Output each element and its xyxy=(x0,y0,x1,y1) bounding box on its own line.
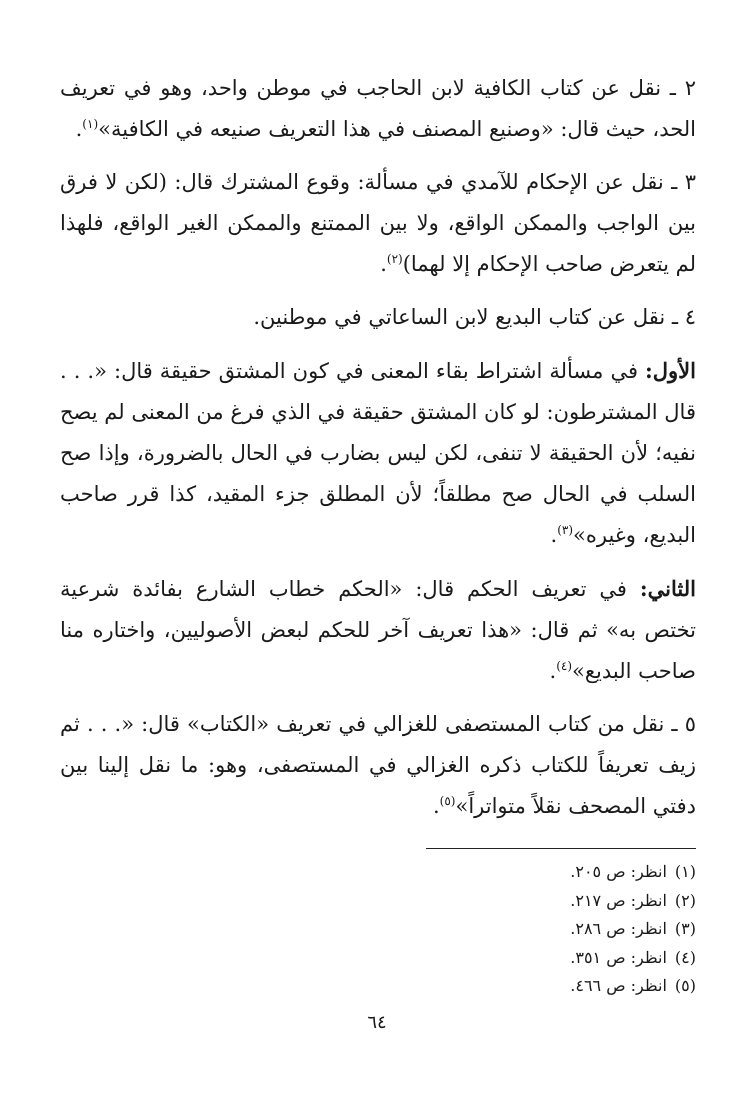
main-text xyxy=(60,68,696,839)
paragraph-text: ٤ ـ نقل عن كتاب البديع لابن الساعاتي في موطنين. xyxy=(253,305,696,329)
paragraph-text: ٢ ـ نقل عن كتاب الكافية لابن الحاجب في موطن واحد، وهو في تعريف الحد، حيث قال: «وصنيع المصنف في هذا التعريف صنيعه في الكافية» xyxy=(60,76,696,141)
footnote-text: انظر: ص ٢٠٥. xyxy=(570,862,667,881)
paragraph-item-4 xyxy=(60,297,696,338)
footnote-number: (٣) xyxy=(674,919,696,938)
paragraph-tail: . xyxy=(549,659,557,683)
footnote-item xyxy=(396,972,696,1001)
paragraph-tail: . xyxy=(550,523,558,547)
footnote-text: انظر: ص ٢٨٦. xyxy=(570,919,667,938)
footnote-ref[interactable]: (٥) xyxy=(439,794,456,808)
footnote-item xyxy=(396,944,696,973)
footnote-number: (٤) xyxy=(674,947,696,967)
paragraph-text: ٣ ـ نقل عن الإحكام للآمدي في مسألة: وقوع المشترك قال: (لكن لا فرق بين الواجب والممكن الواقع، ولا بين الممتنع والممكن الغير الواقع، فلهذا لم يتعرض صاحب الإحكام إلا لهما) xyxy=(60,170,696,276)
footnote-ref[interactable]: (١) xyxy=(82,117,99,131)
footnote-divider xyxy=(426,848,696,849)
paragraph-tail: . xyxy=(380,252,387,276)
paragraph-item-3 xyxy=(60,162,696,285)
paragraph-lead: الثاني: xyxy=(639,576,696,601)
paragraph-tail: . xyxy=(432,794,440,818)
footnote-item xyxy=(396,858,696,887)
page-number: ٦٤ xyxy=(367,1012,387,1033)
paragraph-text: ٥ ـ نقل من كتاب المستصفى للغزالي في تعريف «الكتاب» قال: «. . . ثم زيف تعريفاً للكتاب ذكره الغزالي في المستصفى، وهو: ما نقل إلينا بين دفتي المصحف نقلاً متواتراً» xyxy=(60,712,696,818)
paragraph-first xyxy=(60,350,696,556)
paragraph-tail: . xyxy=(75,117,83,141)
paragraph-text: في تعريف الحكم قال: «الحكم خطاب الشارع بفائدة شرعية تختص به» ثم قال: «هذا تعريف آخر للحكم لبعض الأصوليين، واختاره منا صاحب البديع» xyxy=(60,577,696,683)
footnote-text: انظر: ص ٣٥١. xyxy=(570,947,667,967)
footnote-item xyxy=(396,915,696,944)
footnote-ref[interactable]: (٢) xyxy=(386,252,403,266)
footnote-number: (٢) xyxy=(674,890,696,910)
paragraph-lead: الأول: xyxy=(645,358,696,383)
paragraph-second xyxy=(60,568,696,692)
footnote-ref[interactable]: (٣) xyxy=(557,523,574,537)
paragraph-text: في مسألة اشتراط بقاء المعنى في كون المشتق حقيقة قال: «. . . قال المشترطون: لو كان المشتق حقيقة في الذي فرغ من المعنى لم يصح نفيه؛ لأن الحقيقة لا تنفى، لكن ليس بضارب في الحال بالضرورة، وإذا صح السلب في الحال صح مطلقاً؛ لأن المطلق جزء المقيد، كذا قرر صاحب البديع، وغيره» xyxy=(60,359,696,547)
footnote-text: انظر: ص ٢١٧. xyxy=(570,890,667,910)
footnote-number: (٥) xyxy=(674,976,696,995)
paragraph-item-5 xyxy=(60,704,696,827)
paragraph-item-2 xyxy=(60,68,696,150)
footnote-ref[interactable]: (٤) xyxy=(556,659,573,673)
footnote-item xyxy=(396,887,696,916)
footnote-text: انظر: ص ٤٦٦. xyxy=(570,976,667,995)
footnotes-list xyxy=(396,858,696,1001)
footnote-number: (١) xyxy=(674,862,696,881)
